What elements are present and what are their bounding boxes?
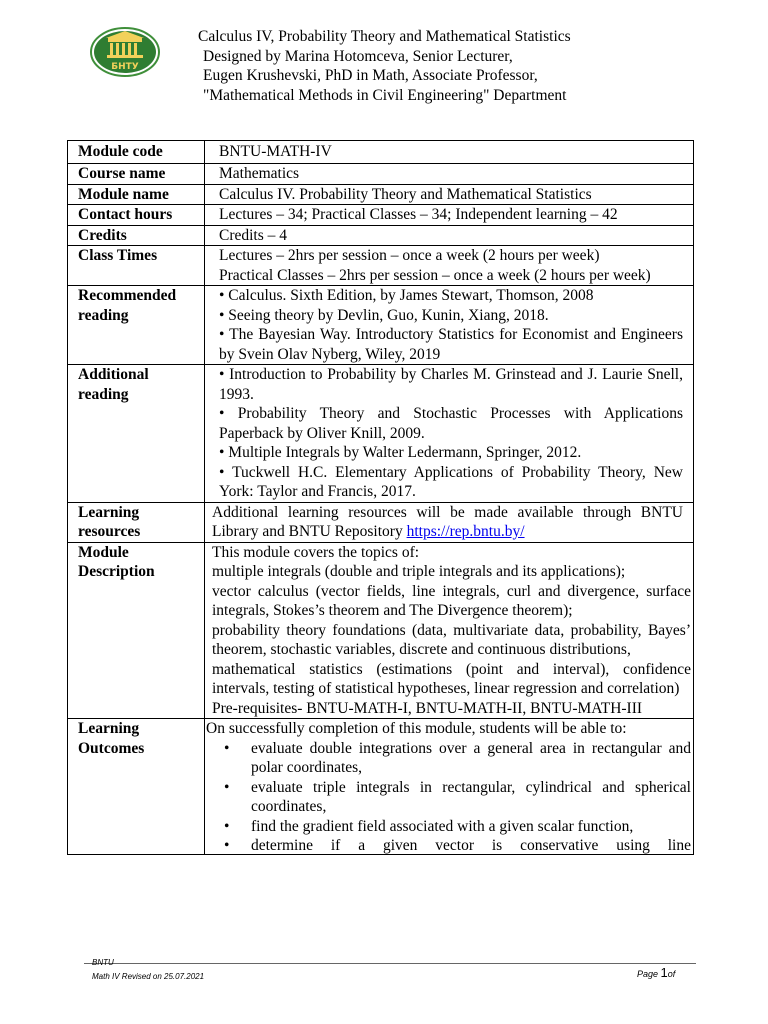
recommended-item: • The Bayesian Way. Introductory Statistics for Economist and Engineers by Svein Olav Nyberg, Wiley, 2019 xyxy=(219,326,683,363)
class-times-practical: Practical Classes – 2hrs per session – once a week (2 hours per week) xyxy=(219,266,651,284)
outcome-item: • evaluate triple integrals in rectangular, cylindrical and spherical coordinates, xyxy=(224,778,691,815)
description-prerequisites: Pre-requisites- BNTU-MATH-I, BNTU-MATH-II, BNTU-MATH-III xyxy=(212,699,643,717)
label-additional-reading: Additional reading xyxy=(68,365,205,503)
additional-item: • Tuckwell H.C. Elementary Applications of Probability Theory, New York: Taylor and Francis, 2017. xyxy=(219,463,683,500)
value-class-times xyxy=(205,246,694,286)
page-label: Page xyxy=(637,969,661,979)
footer-left xyxy=(92,956,204,984)
row-module-name xyxy=(68,184,694,205)
bntu-logo xyxy=(90,27,160,77)
outcome-item: • evaluate double integrations over a general area in rectangular and polar coordinates, xyxy=(224,739,691,776)
value-credits: Credits – 4 xyxy=(205,225,694,246)
label-class-times: Class Times xyxy=(68,246,205,286)
outcome-item: • find the gradient field associated with a given scalar function, xyxy=(224,817,634,835)
row-additional-reading xyxy=(68,365,694,503)
label-learning-outcomes: Learning Outcomes xyxy=(68,719,205,855)
label-course-name: Course name xyxy=(68,164,205,185)
description-topic: mathematical statistics (estimations (point and interval), confidence intervals, testing of statistical hypotheses, linear regression and correlation) xyxy=(212,660,691,697)
value-learning-outcomes xyxy=(205,719,694,855)
description-intro: This module covers the topics of: xyxy=(212,543,420,561)
row-contact-hours xyxy=(68,205,694,226)
row-learning-outcomes xyxy=(68,719,694,855)
header-designer: Designed by Marina Hotomceva, Senior Lecturer, xyxy=(203,47,513,65)
value-module-name: Calculus IV. Probability Theory and Mathematical Statistics xyxy=(205,184,694,205)
description-topic: multiple integrals (double and triple integrals and its applications); xyxy=(212,563,626,580)
recommended-item: • Seeing theory by Devlin, Guo, Kunin, Xiang, 2018. xyxy=(219,306,549,324)
value-module-code: BNTU-MATH-IV xyxy=(205,141,694,164)
header-department: "Mathematical Methods in Civil Engineering" Department xyxy=(203,86,567,104)
learning-resources-text: Additional learning resources will be made available through BNTU Library and BNTU Repository xyxy=(212,503,683,540)
document-header xyxy=(198,27,668,105)
module-table xyxy=(67,140,694,855)
label-module-description: Module Description xyxy=(68,542,205,719)
recommended-item: • Calculus. Sixth Edition, by James Stewart, Thomson, 2008 xyxy=(219,287,594,304)
row-recommended-reading xyxy=(68,286,694,365)
value-contact-hours: Lectures – 34; Practical Classes – 34; Independent learning – 42 xyxy=(205,205,694,226)
value-module-description xyxy=(205,542,694,719)
label-contact-hours: Contact hours xyxy=(68,205,205,226)
label-recommended-reading: Recommended reading xyxy=(68,286,205,365)
row-course-name xyxy=(68,164,694,185)
label-module-code: Module code xyxy=(68,141,205,164)
value-course-name: Mathematics xyxy=(205,164,694,185)
value-recommended-reading xyxy=(205,286,694,365)
bullet-icon: • xyxy=(224,739,230,757)
footer-revision: Math IV Revised on 25.07.2021 xyxy=(92,972,205,981)
outcomes-intro: On successfully completion of this module, students will be able to: xyxy=(206,720,627,737)
row-learning-resources xyxy=(68,502,694,542)
label-learning-resources: Learning resources xyxy=(68,502,205,542)
header-coauthor: Eugen Krushevski, PhD in Math, Associate Professor, xyxy=(203,67,538,84)
additional-item: • Probability Theory and Stochastic Processes with Applications Paperback by Oliver Knill, 2009. xyxy=(219,405,683,442)
outcomes-list xyxy=(206,739,691,855)
additional-item: • Introduction to Probability by Charles M. Grinstead and J. Laurie Snell, 1993. xyxy=(219,366,683,403)
footer-org: BNTU xyxy=(92,958,114,967)
header-title: Calculus IV, Probability Theory and Mathematical Statistics xyxy=(198,28,571,45)
description-topic: vector calculus (vector fields, line integrals, curl and divergence, surface integrals, Stokes’s theorem and The Divergence theorem); xyxy=(212,582,691,619)
value-additional-reading xyxy=(205,365,694,503)
row-module-code xyxy=(68,141,694,164)
page-number xyxy=(637,965,675,980)
page-number-value: 1 xyxy=(660,965,668,980)
row-credits xyxy=(68,225,694,246)
row-module-description xyxy=(68,542,694,719)
outcome-item: • determine if a given vector is conservative using line xyxy=(224,837,691,854)
bullet-icon: • xyxy=(224,817,230,835)
description-topic: probability theory foundations (data, multivariate data, probability, Bayes’ theorem, stochastic variables, discrete and continuous distributions, xyxy=(212,621,691,658)
bullet-icon: • xyxy=(224,778,230,796)
label-module-name: Module name xyxy=(68,184,205,205)
row-class-times xyxy=(68,246,694,286)
additional-item: • Multiple Integrals by Walter Ledermann, Springer, 2012. xyxy=(219,444,582,461)
page-of: of xyxy=(667,969,676,979)
class-times-lectures: Lectures – 2hrs per session – once a week (2 hours per week) xyxy=(219,247,600,264)
bullet-icon: • xyxy=(224,837,230,854)
logo-text: БНТУ xyxy=(111,62,139,72)
repository-link[interactable]: https://rep.bntu.by/ xyxy=(406,523,525,540)
value-learning-resources xyxy=(205,502,694,542)
label-credits: Credits xyxy=(68,225,205,246)
